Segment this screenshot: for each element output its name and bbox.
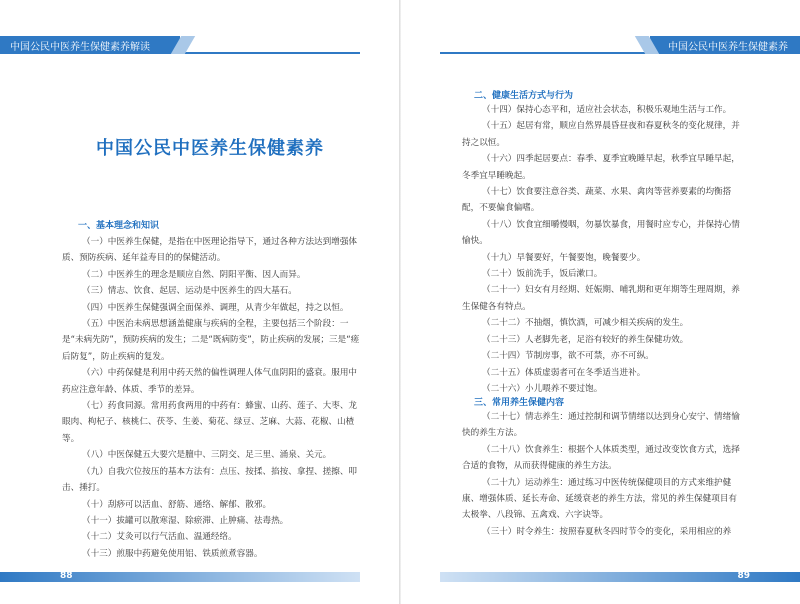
paragraph: （二十九）运动养生：通过练习中医传统保健项目的方式来维护健康、增强体质、延长寿命、延缓衰老的养生方法，常见的养生保健项目有太极拳、八段锦、五禽戏、六字诀等。 bbox=[462, 477, 738, 521]
paragraph: （七）药食同源。常用药食两用的中药有：蜂蜜、山药、莲子、大枣、龙眼肉、枸杞子、核桃仁、茯苓、生姜、菊花、绿豆、芝麻、大蒜、花椒、山楂等。 bbox=[62, 401, 358, 444]
paragraph: （二十六）小儿喂养不要过饱。 bbox=[482, 383, 603, 394]
section-body-basic-knowledge bbox=[62, 234, 362, 562]
page-number-right: 89 bbox=[737, 571, 750, 581]
page-spine bbox=[399, 0, 401, 604]
page-title: 中国公民中医养生保健素养 bbox=[96, 138, 324, 159]
paragraph: （十三）煎服中药避免使用铝、铁质煎煮容器。 bbox=[82, 548, 263, 559]
section-body-lifestyle bbox=[462, 102, 742, 397]
running-title-left: 中国公民中医养生保健素养解读 bbox=[10, 42, 150, 53]
paragraph: （六）中药保健是利用中药天然的偏性调理人体气血阴阳的盛衰。服用中药应注意年龄、体质、季节的差异。 bbox=[62, 368, 358, 395]
paragraph: （八）中医保健五大要穴是膻中、三阴交、足三里、涌泉、关元。 bbox=[82, 450, 332, 461]
paragraph: （十一）拔罐可以散寒湿、除瘀滞、止肿痛、祛毒热。 bbox=[82, 515, 289, 526]
section-heading-lifestyle: 二、健康生活方式与行为 bbox=[474, 91, 574, 101]
paragraph: （二十四）节制房事，欲不可禁，亦不可纵。 bbox=[482, 351, 654, 362]
paragraph: （十）刮痧可以活血、舒筋、通络、解郁、散邪。 bbox=[82, 499, 272, 510]
paragraph: （二十八）饮食养生：根据个人体质类型，通过改变饮食方式，选择合适的食物，从而获得健康的养生方法。 bbox=[462, 444, 740, 472]
page-number-left: 88 bbox=[60, 571, 73, 581]
left-page-footer bbox=[0, 572, 360, 582]
paragraph: （二十七）情志养生：通过控制和调节情绪以达到身心安宁、情绪愉快的养生方法。 bbox=[462, 412, 740, 439]
section-heading-basic-knowledge: 一、基本理念和知识 bbox=[78, 221, 160, 231]
paragraph: （二）中医养生的理念是顺应自然、阴阳平衡、因人而异。 bbox=[82, 269, 306, 280]
paragraph: （十四）保持心态平和，适应社会状态，积极乐观地生活与工作。 bbox=[482, 105, 732, 115]
paragraph: （五）中医治未病思想涵盖健康与疾病的全程，主要包括三个阶段：一是“未病先防”，预防疾病的发生；二是“既病防变”，防止疾病的发展；三是“瘥后防复”，防止疾病的复发。 bbox=[62, 319, 360, 362]
running-title-right: 中国公民中医养生保健素养 bbox=[668, 42, 788, 53]
paragraph: （二十三）人老脚先老，足浴有较好的养生保健功效。 bbox=[482, 334, 689, 345]
right-page-footer bbox=[440, 572, 800, 582]
paragraph: （十八）饮食宜细嚼慢咽，勿暴饮暴食，用餐时应专心，并保持心情愉快。 bbox=[462, 219, 740, 247]
section-body-common-practices bbox=[462, 409, 742, 540]
footer-bar bbox=[0, 572, 360, 582]
paragraph: （二十一）妇女有月经期、妊娠期、哺乳期和更年期等生理周期，养生保健各有特点。 bbox=[462, 285, 740, 312]
paragraph: （三）情志、饮食、起居、运动是中医养生的四大基石。 bbox=[82, 286, 297, 297]
left-page-header bbox=[0, 36, 360, 54]
paragraph: （十二）艾灸可以行气活血、温通经络。 bbox=[82, 532, 237, 543]
paragraph: （十六）四季起居要点：春季、夏季宜晚睡早起，秋季宜早睡早起，冬季宜早睡晚起。 bbox=[462, 154, 740, 181]
paragraph: （三十）时令养生：按照春夏秋冬四时节令的变化，采用相应的养 bbox=[482, 526, 732, 537]
paragraph: （四）中医养生保健强调全面保养、调理，从青少年做起，持之以恒。 bbox=[82, 302, 349, 313]
section-heading-common-practices: 三、常用养生保健内容 bbox=[474, 398, 565, 408]
paragraph: （二十二）不抽烟，慎饮酒，可减少相关疾病的发生。 bbox=[482, 318, 689, 329]
paragraph: （九）自我穴位按压的基本方法有：点压、按揉、掐按、拿捏、搓擦、叩击、捶打。 bbox=[62, 466, 358, 494]
paragraph: （十五）起居有常，顺应自然界晨昏昼夜和春夏秋冬的变化规律，并持之以恒。 bbox=[462, 121, 740, 148]
paragraph: （十七）饮食要注意谷类、蔬菜、水果、禽肉等营养要素的均衡搭配，不要偏食偏嗜。 bbox=[462, 187, 732, 214]
paragraph: （十九）早餐要好，午餐要饱，晚餐要少。 bbox=[482, 252, 646, 263]
paragraph: （二十）饭前洗手，饭后漱口。 bbox=[482, 269, 603, 280]
paragraph: （一）中医养生保健，是指在中医理论指导下，通过各种方法达到增强体质、预防疾病、延年益寿目的的保健活动。 bbox=[62, 237, 358, 264]
paragraph: （二十五）体质虚弱者可在冬季适当进补。 bbox=[482, 367, 646, 378]
right-page-header bbox=[440, 36, 800, 54]
